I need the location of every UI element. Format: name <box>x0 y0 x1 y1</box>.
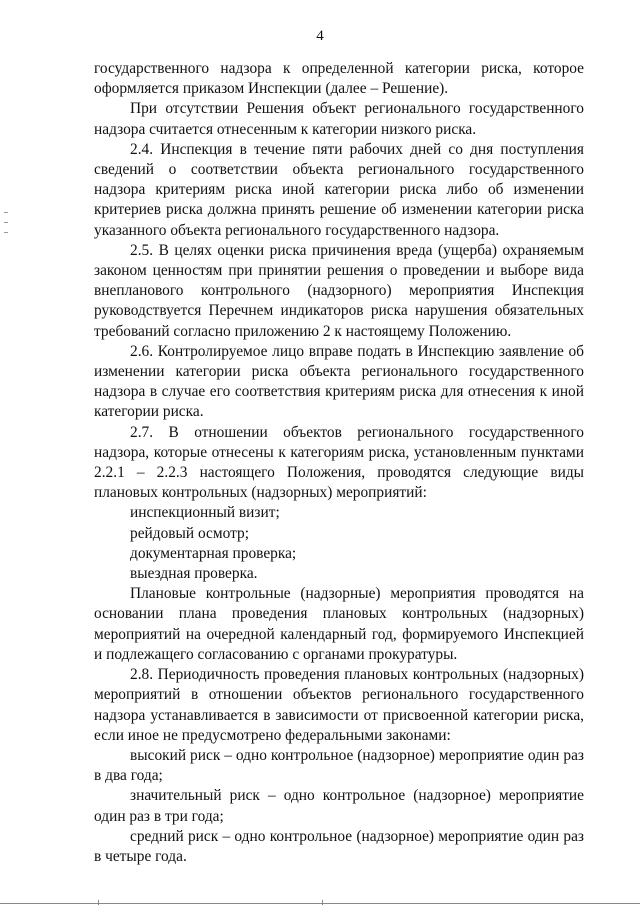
paragraph-2-5: 2.5. В целях оценки риска причинения вреда (ущерба) охраняемым законом ценностям при принятии решения о проведении и выборе вида внепланового контрольного (надзорного) мероприятия Инспекция руководствуется Перечнем индикаторов риска нарушения обязательных требований согласно приложению 2 к настоящему Положению. <box>94 241 584 340</box>
page-number: 4 <box>316 28 324 44</box>
scan-mark <box>4 212 8 213</box>
list-item-onsite-check: выездная проверка. <box>130 565 258 583</box>
paragraph-high-risk: высокий риск – одно контрольное (надзорное) мероприятие один раз в два года; <box>94 746 584 785</box>
document-body <box>94 59 584 867</box>
paragraph-2-7: 2.7. В отношении объектов регионального государственного надзора, которые отнесены к категориям риска, установленным пунктами 2.2.1 – 2.2.3 настоящего Положения, проводятся следующие виды плановых контрольных (надзорных) мероприятий: <box>94 423 584 502</box>
paragraph-medium-risk: средний риск – одно контрольное (надзорное) мероприятие один раз в четыре года. <box>94 827 584 865</box>
scan-mark <box>4 222 8 223</box>
paragraph-continuation: государственного надзора к определенной категории риска, которое оформляется приказом Инспекции (далее – Решение). <box>94 60 584 98</box>
paragraph-planned-measures: Плановые контрольные (надзорные) мероприятия проводятся на основании плана проведения плановых контрольных (надзорных) мероприятий на очередной календарный год, формируемого Инспекцией и подлежащего согласованию с органами прокуратуры. <box>94 585 584 663</box>
paragraph-2-8: 2.8. Периодичность проведения плановых контрольных (надзорных) мероприятий в отношении объектов регионального государственного надзора устанавливается в зависимости от присвоенной категории риска, если иное не предусмотрено федеральными законами: <box>94 666 584 744</box>
paragraph-2-4: 2.4. Инспекция в течение пяти рабочих дней со дня поступления сведений о соответствии объекта регионального государственного надзора критериям риска иной категории риска либо об изменении критериев риска должна принять решение об изменении категории риска указанного объекта регионального государственного надзора. <box>94 140 584 239</box>
list-item-inspection-visit: инспекционный визит; <box>130 504 280 522</box>
scan-tick <box>322 900 323 905</box>
scan-bottom-line <box>0 903 640 904</box>
list-item-raid-inspection: рейдовый осмотр; <box>130 524 250 542</box>
paragraph-significant-risk: значительный риск – одно контрольное (надзорное) мероприятие один раз в три года; <box>94 787 584 825</box>
list-item-documentary-check: документарная проверка; <box>130 544 297 562</box>
scan-tick <box>98 900 99 905</box>
paragraph-no-decision: При отсутствии Решения объект регионального государственного надзора считается отнесенным к категории низкого риска. <box>94 100 584 138</box>
scan-mark <box>4 232 8 233</box>
paragraph-2-6: 2.6. Контролируемое лицо вправе подать в Инспекцию заявление об изменении категории риска объекта регионального государственного надзора в случае его соответствия критериям риска для отнесения к иной категории риска. <box>94 342 584 421</box>
